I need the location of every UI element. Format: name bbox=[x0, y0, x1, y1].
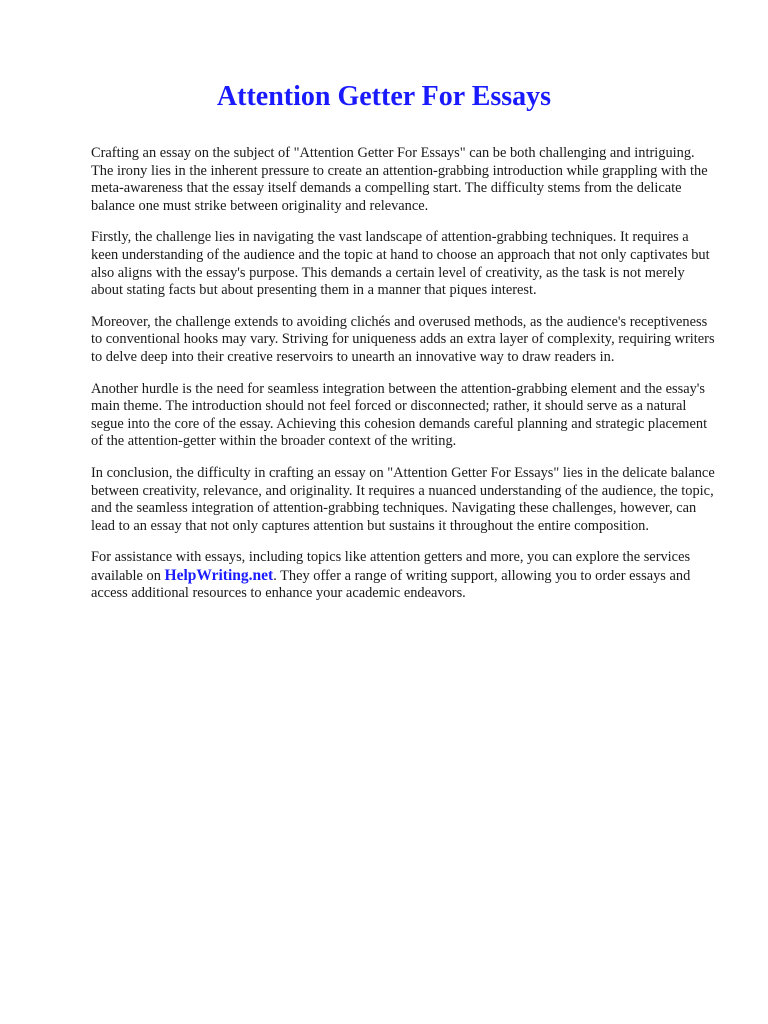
closing-text-before-link: For assistance with essays, including topics like attention getters and more, you can explore the services available on bbox=[91, 549, 691, 584]
paragraph-5: In conclusion, the difficulty in crafting an essay on "Attention Getter For Essays" lies in the delicate balance between creativity, relevance, and originality. It requires a nuanced understanding of the audience, the topic, and the seamless integration of attention-grabbing techniques. Navigating these challenges, however, can lead to an essay that not only captures attention but sustains it throughout the entire composition. bbox=[91, 464, 715, 534]
helpwriting-link[interactable]: HelpWriting.net bbox=[164, 566, 274, 584]
paragraph-2: Firstly, the challenge lies in navigating the vast landscape of attention-grabbing techniques. It requires a keen understanding of the audience and the topic at hand to choose an approach that not only captivates but also aligns with the essay's purpose. This demands a certain level of creativity, as the task is not merely about stating facts but about presenting them in a manner that piques interest. bbox=[91, 229, 710, 299]
paragraph-closing bbox=[91, 549, 716, 603]
paragraph-1: Crafting an essay on the subject of "Attention Getter For Essays" can be both challenging and intriguing. The irony lies in the inherent pressure to create an attention-grabbing introduction while grappling with the meta-awareness that the essay itself demands a compelling start. The difficulty stems from the delicate balance one must strike between originality and relevance. bbox=[91, 145, 708, 214]
document-title: Attention Getter For Essays bbox=[216, 81, 552, 112]
paragraph-4: Another hurdle is the need for seamless integration between the attention-grabbing element and the essay's main theme. The introduction should not feel forced or disconnected; rather, it should serve as a natural segue into the core of the essay. Achieving this cohesion demands careful planning and strategic placement of the attention-getter within the broader context of the writing. bbox=[91, 380, 708, 450]
document-body bbox=[91, 145, 716, 617]
paragraph-3: Moreover, the challenge extends to avoiding clichés and overused methods, as the audience's receptiveness to conventional hooks may vary. Striving for uniqueness adds an extra layer of complexity, requiring writers to delve deep into their creative reservoirs to unearth an innovative way to draw readers in. bbox=[91, 313, 715, 365]
closing-text-after-link: . They offer a range of writing support, allowing you to order essays and access additional resources to enhance your academic endeavors. bbox=[91, 567, 691, 602]
